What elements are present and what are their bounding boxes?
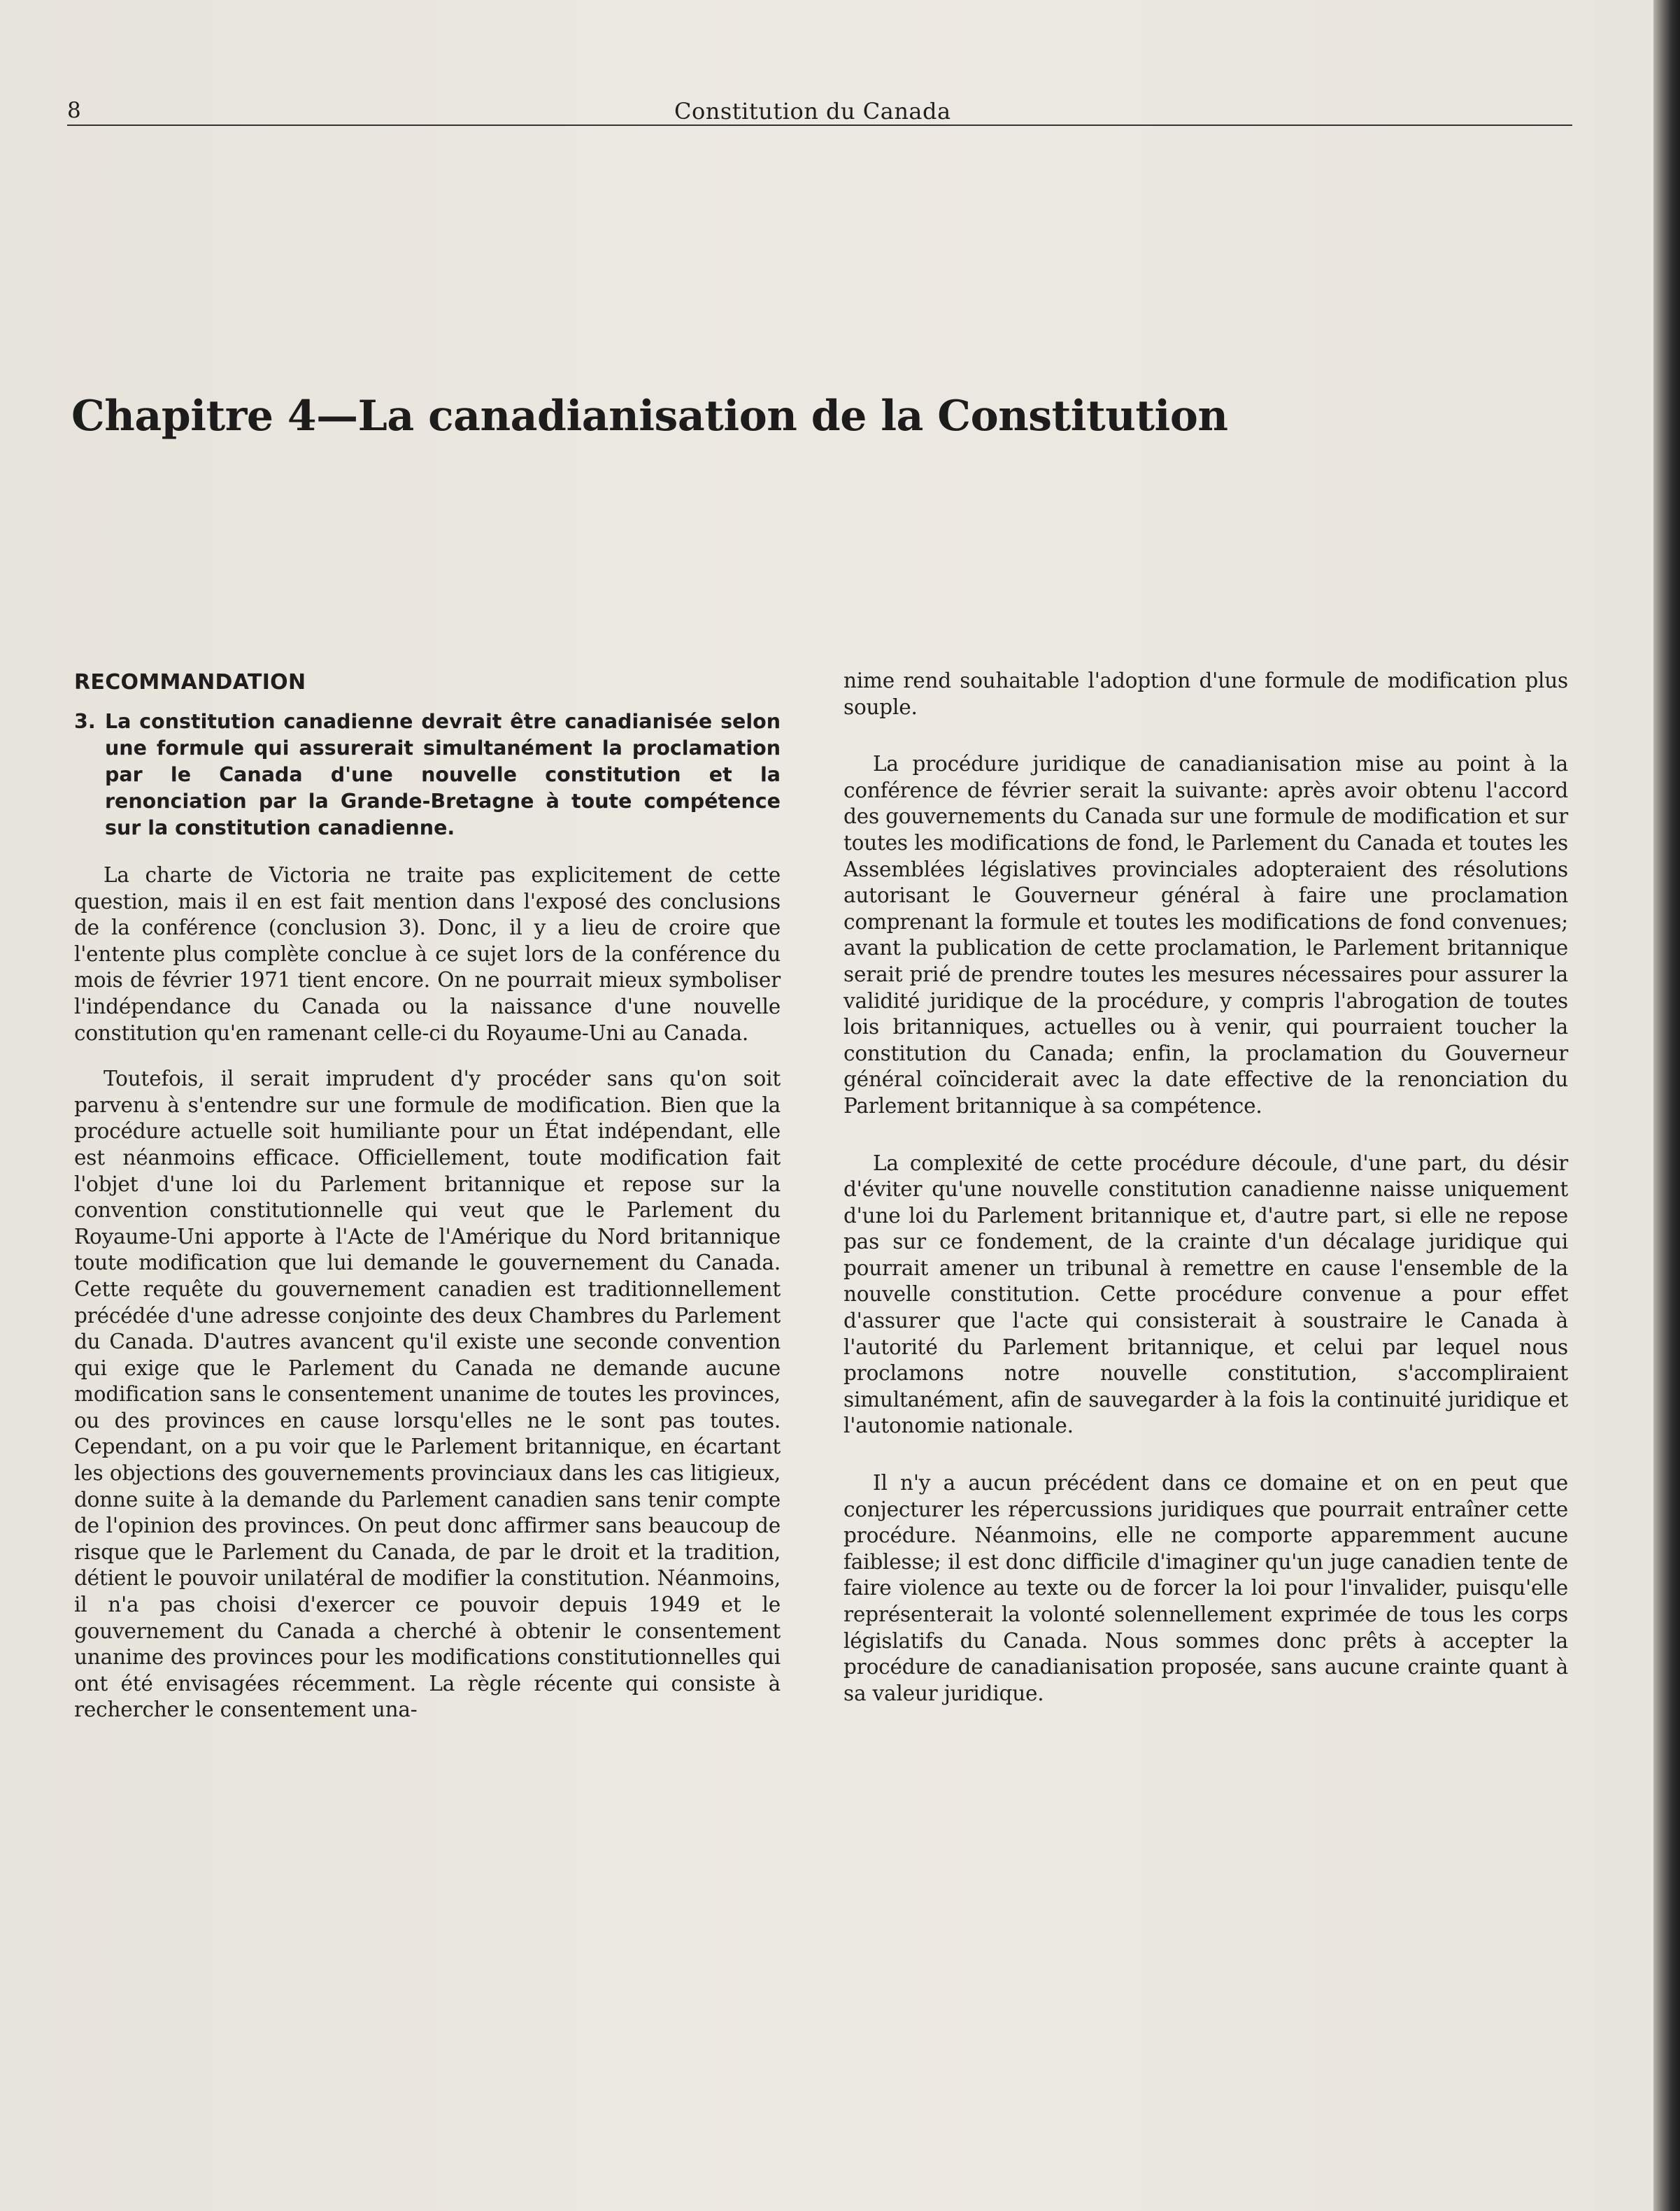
page-header	[67, 98, 1571, 126]
recommendation-item	[74, 709, 781, 841]
recommendation-text: La constitution canadienne devrait être canadianisée selon une formule qui assurerait simultanément la proclamation par le Canada d'une nouvelle constitution et la renonciation par la Grande-Bretagne à toute compétence sur la constitution canadienne.	[105, 710, 781, 839]
header-rule	[67, 125, 1572, 126]
page-number: 8	[67, 98, 81, 123]
paragraph: La complexité de cette procédure découle, d'une part, du désir d'éviter qu'une nouvelle constitution canadienne naisse uniquement d'une loi du Parlement britannique et, d'autre part, si elle ne repose pas sur ce fondement, de la crainte d'un décalage juridique qui pourrait amener un tribunal à remettre en cause l'ensemble de la nouvelle constitution. Cette procédure convenue a pour effet d'assurer que l'acte qui consisterait à soustraire le Canada à l'autorité du Parlement britannique, et celui par lequel nous proclamons notre nouvelle constitution, s'accompliraient simultanément, afin de sauvegarder à la fois la continuité juridique et l'autonomie nationale.	[843, 1151, 1568, 1438]
book-binding-edge	[1653, 0, 1680, 2211]
paragraph: La procédure juridique de canadianisation mise au point à la conférence de février serait la suivante: après avoir obtenu l'accord des gouvernements du Canada sur une formule de modification et sur toutes les modifications de fond, le Parlement du Canada et toutes les Assemblées législatives provinciales adopteraient des résolutions autorisant le Gouverneur général à faire une proclamation comprenant la formule et toutes les modifications de fond convenues; avant la publication de cette proclamation, le Parlement britannique serait prié de prendre toutes les mesures nécessaires pour assurer la validité juridique de la procédure, y compris l'abrogation de toutes lois britanniques, actuelles ou à venir, qui pourraient toucher la constitution du Canada; enfin, la proclamation du Gouverneur général coïnciderait avec la date effective de la renonciation du Parlement britannique à sa compétence.	[843, 752, 1568, 1118]
paragraph-continuation: nime rend souhaitable l'adoption d'une formule de modification plus souple.	[843, 669, 1568, 719]
running-title: Constitution du Canada	[674, 98, 951, 125]
paragraph: Il n'y a aucun précédent dans ce domaine et on en peut que conjecturer les répercussions juridiques que pourrait entraîner cette procédure. Néanmoins, elle ne comporte apparemment aucune faiblesse; il est donc difficile d'imaginer qu'un juge canadien tente de faire violence au texte ou de forcer la loi pour l'invalider, puisqu'elle représenterait la volonté solennellement exprimée de tous les corps législatifs du Canada. Nous sommes donc prêts à accepter la procédure de canadianisation proposée, sans aucune crainte quant à sa valeur juridique.	[843, 1471, 1568, 1705]
recommendation-number: 3.	[74, 710, 96, 733]
paragraph: Toutefois, il serait imprudent d'y procéder sans qu'on soit parvenu à s'entendre sur une formule de modification. Bien que la procédure actuelle soit humiliante pour un État indépendant, elle est néanmoins efficace. Officiellement, toute modification fait l'objet d'une loi du Parlement britannique et repose sur la convention constitutionnelle qui veut que le Parlement du Royaume-Uni apporte à l'Acte de l'Amérique du Nord britannique toute modification que lui demande le gouvernement du Canada. Cette requête du gouvernement canadien est traditionnellement précédée d'une adresse conjointe des deux Chambres du Parlement du Canada. D'autres avancent qu'il existe une seconde convention qui exige que le Parlement du Canada ne demande aucune modification sans le consentement unanime de toutes les provinces, ou des provinces en cause lorsqu'elles ne le sont pas toutes. Cependant, on a pu voir que le Parlement britannique, en écartant les objections des gouvernements provinciaux dans les cas litigieux, donne suite à la demande du Parlement canadien sans tenir compte de l'opinion des provinces. On peut donc affirmer sans beaucoup de risque que le Parlement du Canada, de par le droit et la tradition, détient le pouvoir unilatéral de modifier la constitution. Néanmoins, il n'a pas choisi d'exercer ce pouvoir depuis 1949 et le gouvernement du Canada a cherché à obtenir le consentement unanime des provinces pour les modifications constitutionnelles qui ont été envisagées récemment. La règle récente qui consiste à rechercher le consentement una-	[74, 1067, 781, 1722]
right-column	[843, 668, 1568, 1737]
chapter-title: Chapitre 4—La canadianisation de la Constitution	[71, 392, 1228, 441]
left-column	[74, 670, 781, 1743]
paragraph: La charte de Victoria ne traite pas explicitement de cette question, mais il en est fait mention dans l'exposé des conclusions de la conférence (conclusion 3). Donc, il y a lieu de croire que l'entente plus complète conclue à ce sujet lors de la conférence du mois de février 1971 tient encore. On ne pourrait mieux symboliser l'indépendance du Canada ou la naissance d'une nouvelle constitution qu'en ramenant celle-ci du Royaume-Uni au Canada.	[74, 863, 781, 1045]
recommendation-heading: RECOMMANDATION	[74, 670, 306, 695]
